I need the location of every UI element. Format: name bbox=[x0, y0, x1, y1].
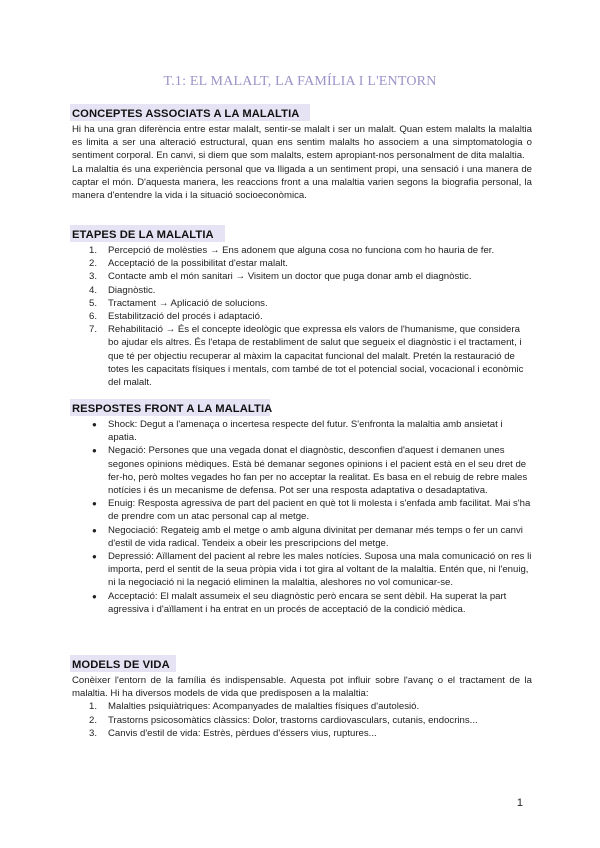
paragraph: Conèixer l'entorn de la família és indispensable. Aquesta pot influir sobre l'avanç o el tractament de la malaltia. Hi ha diversos models de vida que predisposen a la malaltia: bbox=[72, 675, 532, 700]
list-number: 1. bbox=[89, 701, 98, 713]
list-item bbox=[72, 270, 532, 283]
list-item-text: Canvis d'estil de vida: Estrès, pèrdues d'éssers vius, ruptures... bbox=[108, 727, 377, 739]
list-item bbox=[72, 310, 532, 323]
list-number: 3. bbox=[89, 727, 98, 739]
section-heading: MODELS DE VIDA bbox=[72, 659, 170, 671]
section-heading: RESPOSTES FRONT A LA MALALTIA bbox=[72, 403, 273, 415]
list-item bbox=[72, 284, 532, 297]
paragraph: Hi ha una gran diferència entre estar malalt, sentir-se malalt i ser un malalt. Quan estem malalts la malaltia es limita a ser una alteració estructural, quan ens sentim malalts ho associem a una simptomatologia o sentiment corporal. En canvi, si diem que som malalts, estem apropiant-nos personalment de dita malaltia. bbox=[72, 124, 532, 162]
document-title: T.1: EL MALALT, LA FAMÍLIA I L'ENTORN bbox=[163, 74, 437, 89]
list-item bbox=[72, 257, 532, 270]
list-item-text: Acceptació de la possibilitat d'estar malalt. bbox=[108, 258, 288, 270]
numbered-list bbox=[72, 700, 532, 740]
paragraph: La malaltia és una experiència personal que va lligada a un sentiment propi, una sensació i una manera de captar el món. D'aquesta manera, les reaccions front a una malaltia varien segons la biografia personal, la manera d'entendre la vida i la situació socioeconòmica. bbox=[72, 163, 532, 202]
list-number: 2. bbox=[89, 714, 98, 726]
list-number: 4. bbox=[89, 284, 98, 296]
list-item-text: Rehabilitació → És el concepte ideològic que expressa els valors de l'humanisme, que considera bo ajudar els altres. És l'etapa de restabliment de salut que segueix el diagnòstic i el tractament, i que té per objectiu recuperar al màxim la capacitat funcional del malalt. Pretén la restauració de totes les capacitats físiques i mentals, com també de tot el potencial social, vocacional i econòmic del malalt. bbox=[108, 324, 524, 389]
list-number: 2. bbox=[89, 258, 98, 270]
bullet-icon: ● bbox=[92, 499, 97, 509]
list-number: 7. bbox=[89, 324, 98, 336]
list-item-text: Acceptació: El malalt assumeix el seu diagnòstic però encara se sent dèbil. Ha superat la part agressiva i d'aïllament i ha entrat en un procés de acceptació de la condició mèdica. bbox=[108, 590, 507, 615]
section-respostes bbox=[72, 399, 532, 616]
list-item-text: Tractament → Aplicació de solucions. bbox=[108, 297, 268, 309]
list-item bbox=[72, 524, 532, 550]
list-item-text: Estabilització del procés i adaptació. bbox=[108, 311, 263, 323]
list-item bbox=[72, 497, 532, 523]
section-heading: ETAPES DE LA MALALTIA bbox=[72, 229, 214, 241]
list-item-text: Malalties psiquiàtriques: Acompanyades de malalties físiques d'autolesió. bbox=[108, 701, 420, 713]
list-number: 6. bbox=[89, 311, 98, 323]
bullet-icon: ● bbox=[92, 446, 97, 456]
list-number: 5. bbox=[89, 297, 98, 309]
list-item-text: Contacte amb el món sanitari → Visitem un doctor que puga donar amb el diagnòstic. bbox=[108, 271, 472, 283]
bullet-icon: ● bbox=[92, 525, 97, 535]
list-number: 1. bbox=[89, 245, 98, 256]
list-item bbox=[72, 418, 532, 444]
list-item-text: Trastorns psicosomàtics clàssics: Dolor, trastorns cardiovasculars, cutanis, endocrins... bbox=[108, 714, 478, 726]
list-item bbox=[72, 444, 532, 497]
list-item bbox=[72, 700, 532, 713]
list-item-text: Percepció de molèsties → Ens adonem que alguna cosa no funciona com ho hauria de fer. bbox=[108, 245, 495, 256]
list-item bbox=[72, 244, 532, 257]
bullet-icon: ● bbox=[92, 591, 97, 601]
list-item-text: Negació: Persones que una vegada donat el diagnòstic, desconfien d'aquest i demanen unes segones opinions mèdiques. Està bé demanar segones opinions i el pacient està en el seu dret de fer-ho, però moltes vegades ho fan per no acceptar la realitat. Es basa en el rebuig de rebre males notícies i és un mecanisme de defensa. Pot ser una resposta adaptativa o desadaptativa. bbox=[108, 445, 528, 497]
list-item bbox=[72, 714, 532, 727]
list-item bbox=[72, 550, 532, 590]
section-conceptes bbox=[72, 104, 532, 202]
bullet-icon: ● bbox=[92, 420, 97, 429]
list-item-text: Depressió: Aïllament del pacient al rebre les males notícies. Suposa una mala comunicació on res li importa, perd el sentit de la seua pròpia vida i tot gira al voltant de la malaltia. Entén que, ni l'enuig, ni la negociació ni la negació eliminen la malaltia, aleshores no vol comunicar-se. bbox=[108, 551, 532, 589]
bullet-list bbox=[72, 418, 532, 616]
list-item bbox=[72, 727, 532, 740]
list-item bbox=[72, 323, 532, 389]
numbered-list bbox=[72, 244, 532, 389]
page-number: 1 bbox=[516, 797, 523, 809]
bullet-icon: ● bbox=[92, 552, 97, 562]
list-number: 3. bbox=[89, 271, 98, 283]
section-heading: CONCEPTES ASSOCIATS A LA MALALTIA bbox=[72, 108, 300, 120]
list-item bbox=[72, 590, 532, 616]
list-item-text: Enuig: Resposta agressiva de part del pacient en què tot li molesta i s'enfada amb facilitat. Mai s'ha de prendre com un atac personal cap al metge. bbox=[108, 498, 531, 523]
list-item-text: Shock: Degut a l'amenaça o incertesa respecte del futur. S'enfronta la malaltia amb ansietat i apatia. bbox=[108, 419, 503, 444]
section-models bbox=[72, 655, 532, 740]
list-item bbox=[72, 297, 532, 310]
list-item-text: Negociació: Regateig amb el metge o amb alguna divinitat per demanar més temps o fer un canvi d'estil de vida radical. Tendeix a obeir les prescripcions del metge. bbox=[108, 524, 523, 549]
list-item-text: Diagnòstic. bbox=[108, 284, 156, 296]
section-etapes bbox=[72, 225, 532, 389]
